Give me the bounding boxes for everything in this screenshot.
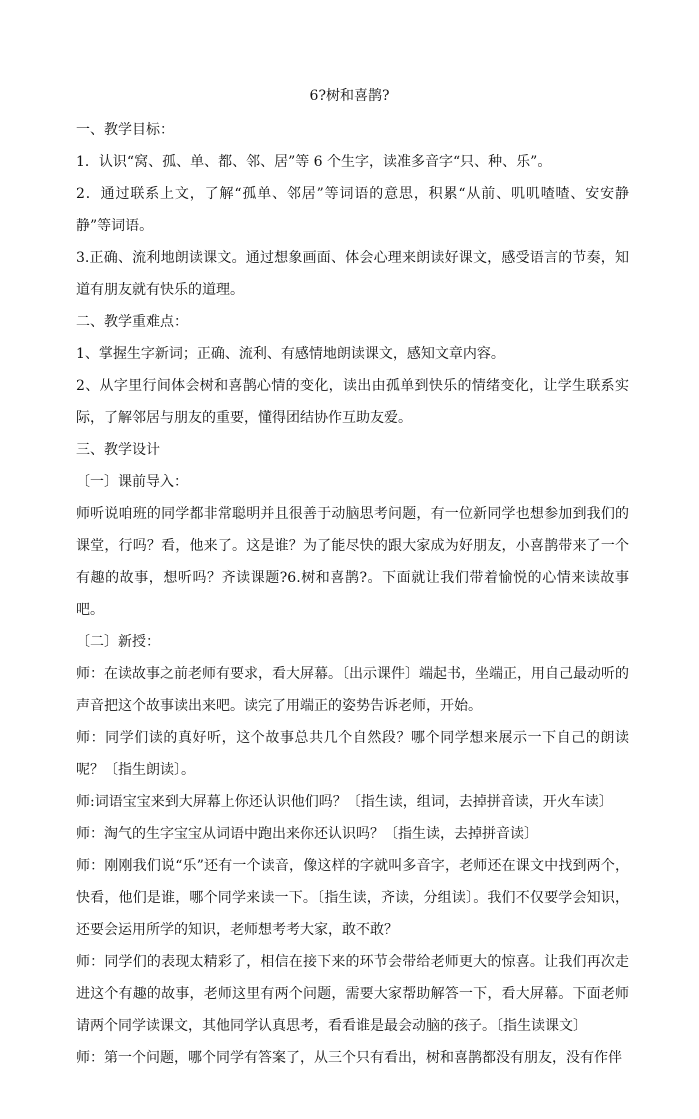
goal-item-1: 1．认识“窝、孤、单、都、邻、居”等 6 个生字，读准多音字“只、种、乐”。 <box>76 154 552 170</box>
paragraph-polyphonic: 师：刚刚我们说“乐”还有一个读音，像这样的字就叫多音字，老师还在课文中找到两个，快看，他们是谁，哪个同学来读一下。〔指生读，齐读，分组读〕。我们不仅要学会知识，还要会运用所学的知识，老师想考考大家，敢不敢？ <box>76 858 629 938</box>
heading-teaching-design: 三、教学设计 <box>76 442 160 458</box>
paragraph-word-babies: 师:词语宝宝来到大屏幕上你还认识他们吗？〔指生读，组词，去掉拼音读，开火车读〕 <box>76 794 613 810</box>
document-title: 6?树和喜鹊? <box>309 88 390 104</box>
paragraph-intro: 师听说咱班的同学都非常聪明并且很善于动脑思考问题，有一位新同学也想参加到我们的课堂，行吗？看，他来了。这是谁？为了能尽快的跟大家成为好朋友，小喜鹊带来了一个有趣的故事，想听吗？齐读课题?6.树和喜鹊?。下面就让我们带着愉悦的心情来读故事吧。 <box>76 506 629 618</box>
paragraph-character-babies: 师：淘气的生字宝宝从词语中跑出来你还认识吗？〔指生读，去掉拼音读〕 <box>76 826 538 842</box>
heading-key-points: 二、教学重难点： <box>76 314 188 330</box>
goal-item-2: 2．通过联系上文，了解“孤单、邻居”等词语的意思，积累“从前、叽叽喳喳、安安静静”等词语。 <box>76 186 629 234</box>
key-point-2: 2、从字里行间体会树和喜鹊心情的变化，读出由孤单到快乐的情绪变化，让学生联系实际，了解邻居与朋友的重要，懂得团结协作互助友爱。 <box>76 378 629 426</box>
key-point-1: 1、掌握生字新词；正确、流利、有感情地朗读课文，感知文章内容。 <box>76 346 505 362</box>
paragraph-reading-request: 师：在读故事之前老师有要求，看大屏幕。〔出示课件〕端起书，坐端正，用自己最动听的声音把这个故事读出来吧。读完了用端正的姿势告诉老师，开始。 <box>76 666 629 714</box>
subheading-new-lesson: 〔二〕新授： <box>76 634 160 650</box>
goal-item-3: 3.正确、流利地朗读课文。通过想象画面、体会心理来朗读好课文，感受语言的节奏，知道有朋友就有快乐的道理。 <box>76 250 629 298</box>
subheading-intro: 〔一〕课前导入： <box>76 474 188 490</box>
paragraph-first-question: 师：第一个问题，哪个同学有答案了，从三个只有看出，树和喜鹊都没有朋友，没有作伴 <box>76 1050 622 1066</box>
paragraph-two-questions: 师：同学们的表现太精彩了，相信在接下来的环节会带给老师更大的惊喜。让我们再次走进这个有趣的故事，老师这里有两个问题，需要大家帮助解答一下，看大屏幕。下面老师请两个同学读课文，其他同学认真思考，看看谁是最会动脑的孩子。〔指生读课文〕 <box>76 954 629 1034</box>
heading-teaching-goals: 一、教学目标： <box>76 122 174 138</box>
paragraph-paragraph-count: 师：同学们读的真好听，这个故事总共几个自然段？哪个同学想来展示一下自己的朗读呢？〔指生朗读〕。 <box>76 730 629 778</box>
document-body <box>76 114 629 1074</box>
